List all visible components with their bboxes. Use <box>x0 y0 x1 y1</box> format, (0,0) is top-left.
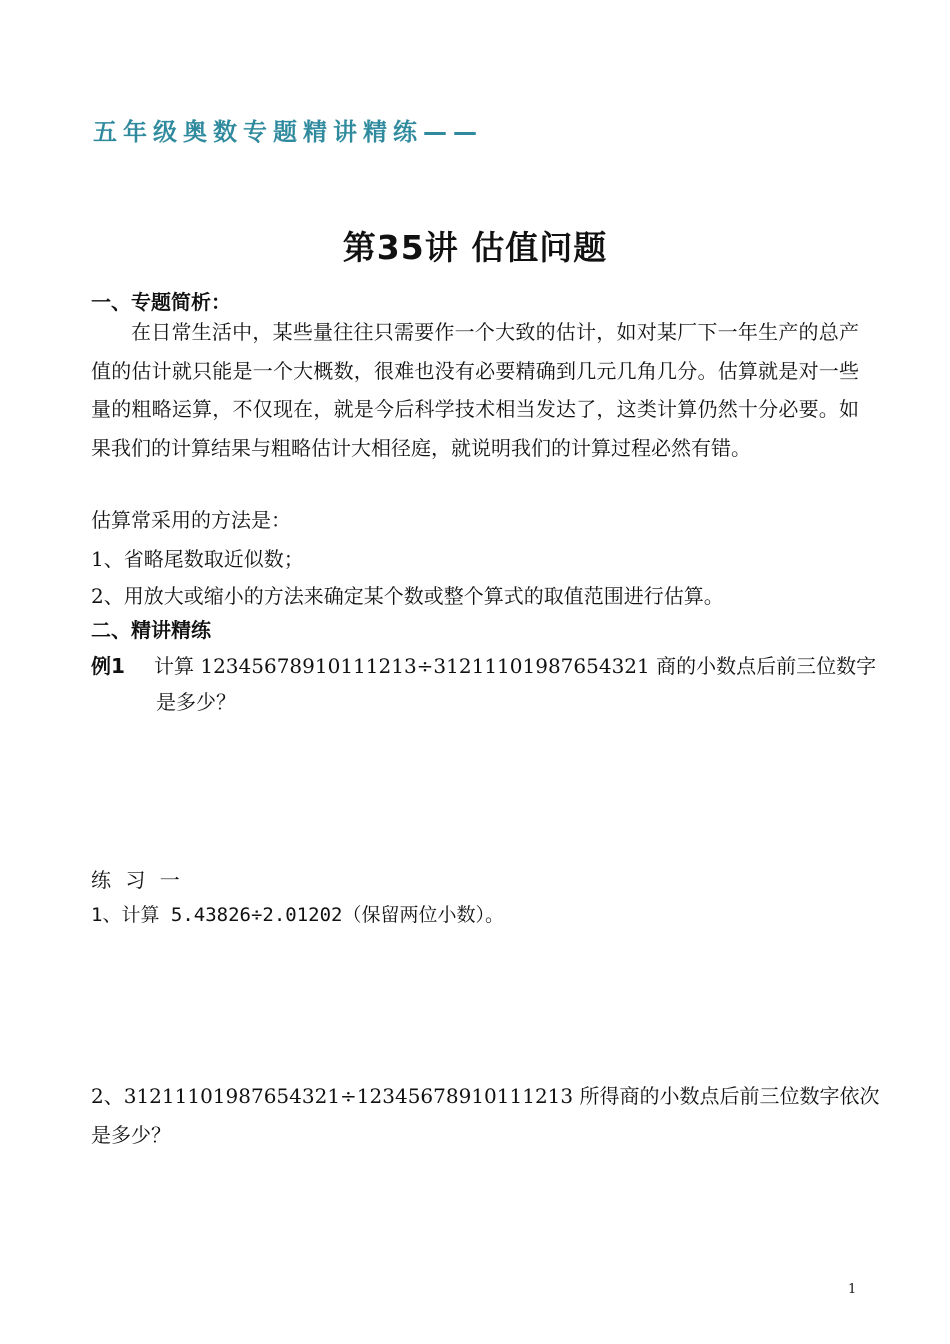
practice-heading: 练 习 一 <box>91 868 184 892</box>
method-item: 2、用放大或缩小的方法来确定某个数或整个算式的取值范围进行估算。 <box>91 584 724 608</box>
section-heading-practice: 二、精讲精练 <box>91 618 211 642</box>
method-item: 1、省略尾数取近似数； <box>91 547 304 571</box>
page-title: 第35讲 估值问题 <box>342 228 608 267</box>
overview-paragraph: 在日常生活中，某些量往往只需要作一个大致的估计，如对某厂下一年生产的总产值的估计就只能是一个大概数，很难也没有必要精确到几元几角几分。估算就是对一些量的粗略运算，不仅现在，就是今后科学技术相当发达了，这类计算仍然十分必要。如果我们的计算结果与粗略估计大相径庭，就说明我们的计算过程必然有错。 <box>91 320 859 460</box>
example-question-line1: 计算 12345678910111213÷31211101987654321 商的小数点后前三位数字 <box>154 654 877 678</box>
section-heading-overview: 一、专题简析： <box>91 290 231 314</box>
page-number: 1 <box>848 1282 857 1297</box>
practice-question-2-line2: 是多少？ <box>91 1123 171 1147</box>
example-label: 例1 <box>91 654 125 678</box>
methods-intro: 估算常采用的方法是： <box>91 508 291 532</box>
practice-question-2-line1: 2、31211101987654321÷12345678910111213 所得商的小数点后前三位数字依次 <box>91 1084 880 1108</box>
practice-question-1: 1、计算 5.43826÷2.01202（保留两位小数）。 <box>91 904 504 926</box>
series-title: 五年级奥数专题精讲精练—— <box>93 118 483 146</box>
example-question-line2: 是多少？ <box>156 690 236 714</box>
